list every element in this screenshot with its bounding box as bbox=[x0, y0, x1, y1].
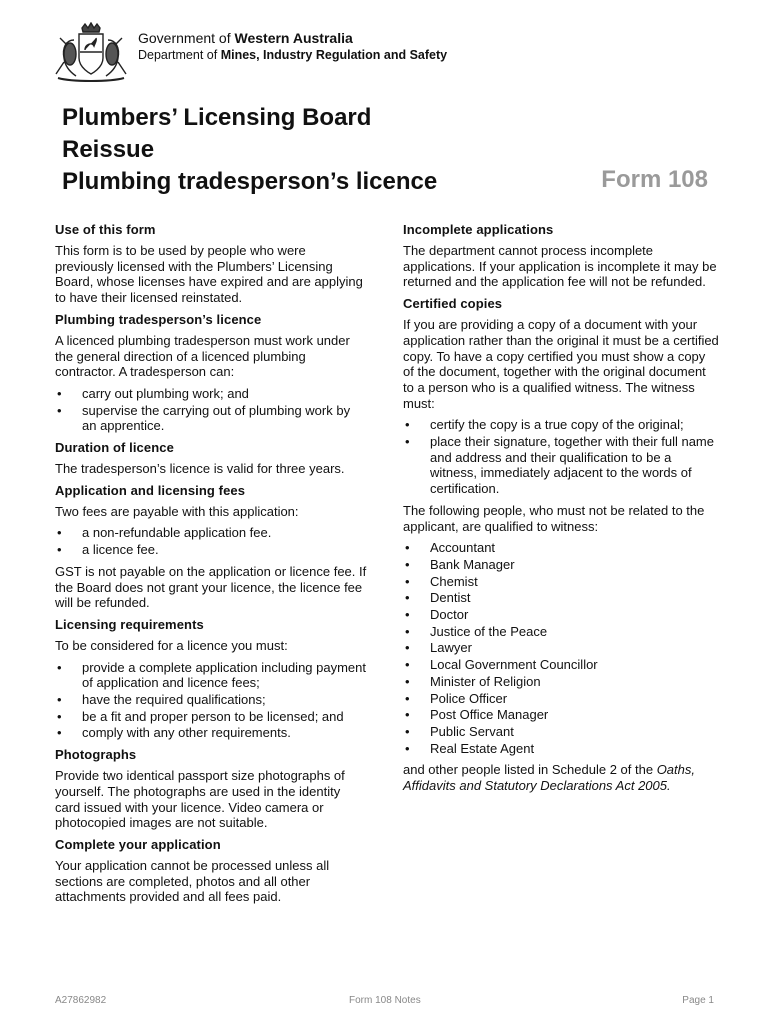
list-item: • Accountant bbox=[403, 540, 719, 556]
right-column bbox=[403, 222, 719, 800]
witness-text: The following people, who must not be related to the applicant, are qualified to witness: bbox=[403, 502, 705, 534]
list-item: • supervise the carrying out of plumbing work by an apprentice. bbox=[55, 403, 367, 434]
list-item: • Bank Manager bbox=[403, 557, 719, 573]
use-text: This form is to be used by people who were previously licensed with the Plumbers’ Licensing Board, whose licenses have expired and are applying to have their licensed reinstated. bbox=[55, 243, 363, 306]
list-item: • Lawyer bbox=[403, 640, 719, 656]
list-item: • Minister of Religion bbox=[403, 674, 719, 690]
complete-text: Your application cannot be processed unless all sections are completed, photos and all other attachments provided and all fees paid. bbox=[55, 857, 330, 905]
form-number: Form 108 bbox=[601, 166, 708, 193]
photographs-text: Provide two identical passport size photographs of yourself. The photographs are used in the identity card issued with your licence. Video camera or photocopied images are not suitable. bbox=[55, 768, 345, 831]
trade-heading: Plumbing tradesperson’s licence bbox=[55, 311, 262, 327]
incomplete-text: The department cannot process incomplete applications. If your application is incomplete it may be returned and the application fee will not be refunded. bbox=[403, 243, 717, 290]
list-item: • Local Government Councillor bbox=[403, 657, 719, 673]
list-item: • place their signature, together with their full name and address and their qualification to be a witness, immediately adjacent to the words of certification. bbox=[403, 434, 719, 497]
schedule-prefix: and other people listed in Schedule 2 of the bbox=[403, 762, 657, 778]
schedule-text bbox=[403, 762, 719, 793]
list-item: • be a fit and proper person to be licensed; and bbox=[55, 709, 367, 725]
list-item: • Police Officer bbox=[403, 691, 719, 707]
dept-prefix: Department of bbox=[138, 48, 221, 62]
list-item: • a licence fee. bbox=[55, 542, 367, 558]
footer-notes: Form 108 Notes bbox=[349, 995, 421, 1006]
fees-heading: Application and licensing fees bbox=[55, 482, 246, 498]
list-item: • comply with any other requirements. bbox=[55, 725, 367, 741]
witness-list bbox=[403, 540, 719, 756]
gst-text: GST is not payable on the application or licence fee. If the Board does not grant your licence, the licence fee will be refunded. bbox=[55, 563, 367, 611]
list-item: • Dentist bbox=[403, 590, 719, 606]
duration-heading: Duration of licence bbox=[55, 440, 174, 456]
dept-name: Mines, Industry Regulation and Safety bbox=[220, 48, 448, 62]
title-line-2: Reissue bbox=[62, 136, 155, 163]
footer-page: Page 1 bbox=[682, 995, 714, 1006]
list-item: • Chemist bbox=[403, 574, 719, 590]
duration-text: The tradesperson’s licence is valid for three years. bbox=[55, 461, 345, 477]
list-item: • Real Estate Agent bbox=[403, 741, 719, 757]
coat-of-arms-crest bbox=[52, 22, 130, 84]
list-item: • Post Office Manager bbox=[403, 707, 719, 723]
list-item: • Doctor bbox=[403, 607, 719, 623]
fees-list bbox=[55, 525, 367, 557]
gov-name: Western Australia bbox=[234, 30, 353, 46]
title-line-1: Plumbers’ Licensing Board bbox=[62, 104, 372, 131]
trade-list bbox=[55, 386, 367, 434]
incomplete-heading: Incomplete applications bbox=[403, 222, 554, 237]
certified-text: If you are providing a copy of a document with your application rather than the original it must be a certified copy. To have a copy certified you must show a copy of the document, together with the original document to a person who is a qualified witness. The witness must: bbox=[403, 317, 719, 411]
trade-text: A licenced plumbing tradesperson must work under the general direction of a licenced plumbing contractor. A tradesperson can: bbox=[55, 332, 350, 380]
certified-heading: Certified copies bbox=[403, 296, 503, 312]
list-item: • a non-refundable application fee. bbox=[55, 525, 367, 541]
footer-doc-id: A27862982 bbox=[55, 995, 107, 1006]
left-column bbox=[55, 222, 367, 911]
requirements-heading: Licensing requirements bbox=[55, 616, 204, 632]
requirements-text: To be considered for a licence you must: bbox=[55, 637, 288, 653]
certified-list bbox=[403, 417, 719, 497]
list-item: • Justice of the Peace bbox=[403, 624, 719, 640]
requirements-list bbox=[55, 660, 367, 742]
list-item: • carry out plumbing work; and bbox=[55, 386, 367, 402]
document-title bbox=[62, 102, 437, 198]
act-name: Oaths, Affidavits and Statutory Declarations Act 2005 bbox=[403, 762, 695, 794]
list-item: • certify the copy is a true copy of the original; bbox=[403, 417, 719, 433]
complete-heading: Complete your application bbox=[55, 836, 221, 852]
list-item: • Public Servant bbox=[403, 724, 719, 740]
act-suffix: . bbox=[667, 778, 671, 794]
fees-text: Two fees are payable with this application: bbox=[55, 503, 299, 519]
title-line-3: Plumbing tradesperson’s licence bbox=[62, 168, 438, 195]
list-item: • provide a complete application including payment of application and licence fees; bbox=[55, 660, 367, 691]
list-item: • have the required qualifications; bbox=[55, 692, 367, 708]
government-header bbox=[138, 30, 447, 64]
use-heading: Use of this form bbox=[55, 222, 156, 237]
photographs-heading: Photographs bbox=[55, 747, 137, 763]
gov-prefix: Government of bbox=[138, 30, 235, 46]
